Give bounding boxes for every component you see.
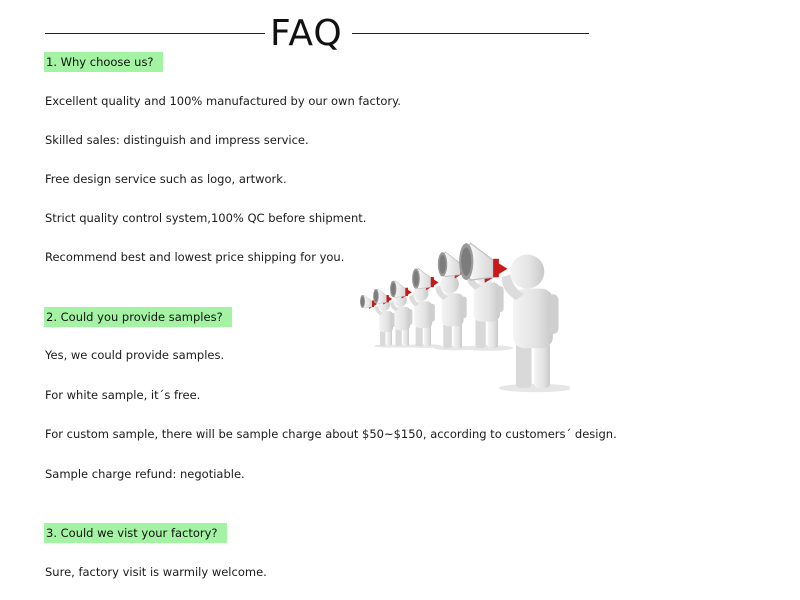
faq-question-1: 1. Why choose us? [44,52,163,72]
faq-answer: Recommend best and lowest price shipping for you. [45,250,345,264]
title-rule-left [45,33,265,34]
page-title: FAQ [270,13,343,54]
faq-answer: For white sample, it´s free. [45,388,201,402]
faq-answer: Free design service such as logo, artwork. [45,172,287,186]
faq-answer: Sample charge refund: negotiable. [45,467,245,481]
faq-question-2: 2. Could you provide samples? [44,307,232,327]
faq-answer: Strict quality control system,100% QC before shipment. [45,211,367,225]
faq-answer: Skilled sales: distinguish and impress service. [45,133,309,147]
faq-question-3: 3. Could we vist your factory? [44,523,227,543]
faq-answer: Yes, we could provide samples. [45,348,225,362]
title-rule-right [352,33,589,34]
faq-answer: For custom sample, there will be sample charge about $50~$150, according to customers´ design. [45,427,617,441]
faq-answer: Sure, factory visit is warmily welcome. [45,565,267,579]
megaphone-people-illustration [345,232,570,407]
faq-answer: Excellent quality and 100% manufactured by our own factory. [45,94,401,108]
